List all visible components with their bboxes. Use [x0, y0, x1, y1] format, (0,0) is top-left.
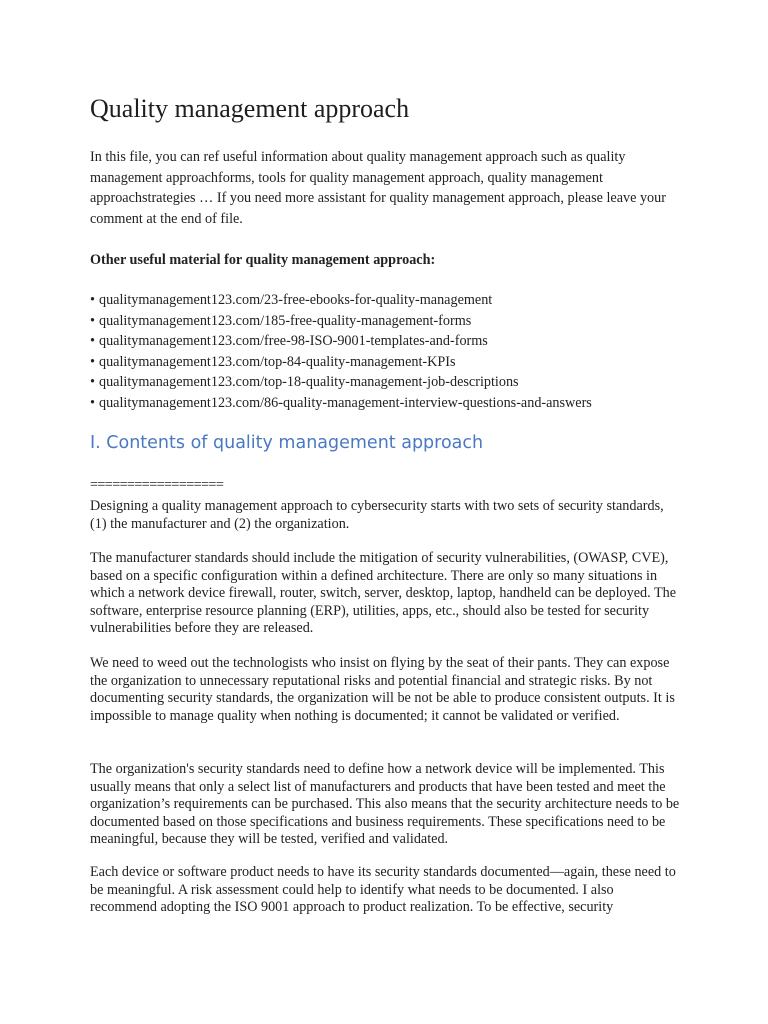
link-text: qualitymanagement123.com/top-18-quality-management-job-descriptions — [98, 374, 519, 391]
link-text: qualitymanagement123.com/86-quality-management-interview-questions-and-answers — [98, 394, 592, 411]
link-text: qualitymanagement123.com/185-free-quality-management-forms — [98, 312, 472, 329]
intro-paragraph: In this file, you can ref useful information about quality management approach such as quality management approachforms, tools for quality management approach, quality management approachstrategies … If you need more assistant for quality management approach, please leave your comment at the end of file. — [90, 149, 666, 227]
bullet-icon: • — [90, 333, 95, 350]
body-paragraph: The organization's security standards need to define how a network device will be implemented. This usually means that only a select list of manufacturers and products that have been tested and meet the organization’s requirements can be purchased. This also means that the security architecture needs to be documented based on those specifications and business requirements. These specifications need to be meaningful, because they will be tested, verified and validated. — [90, 761, 680, 848]
bullet-icon: • — [90, 292, 95, 308]
useful-links-list — [90, 290, 592, 414]
bullet-icon: • — [90, 374, 95, 391]
list-item — [90, 393, 592, 414]
section-heading: I. Contents of quality management approach — [90, 433, 484, 453]
link-text: qualitymanagement123.com/top-84-quality-management-KPIs — [98, 353, 456, 370]
useful-material-heading: Other useful material for quality management approach: — [90, 252, 436, 268]
body-paragraph: The manufacturer standards should include the mitigation of security vulnerabilities, (OWASP, CVE), based on a specific configuration within a defined architecture. There are only so many situations in which a network device firewall, router, switch, server, desktop, laptop, handheld can be deployed. The software, enterprise resource planning (ERP), utilities, apps, etc., should also be tested for security vulnerabilities before they are released. — [90, 550, 677, 637]
list-item — [90, 290, 592, 311]
list-item — [90, 352, 592, 373]
list-item — [90, 372, 592, 393]
body-paragraph: Designing a quality management approach to cybersecurity starts with two sets of security standards, (1) the manufacturer and (2) the organization. — [90, 498, 664, 532]
bullet-icon: • — [90, 312, 95, 329]
divider-line: ================== — [90, 477, 224, 493]
link-text: qualitymanagement123.com/free-98-ISO-9001-templates-and-forms — [98, 333, 488, 350]
body-paragraph: Each device or software product needs to have its security standards documented—again, these need to be meaningful. A risk assessment could help to identify what needs to be documented. I also recommend adopting the ISO 9001 approach to product realization. To be effective, security — [90, 864, 676, 916]
body-paragraph: We need to weed out the technologists who insist on flying by the seat of their pants. They can expose the organization to unnecessary reputational risks and potential financial and strategic risks. By not documenting security standards, the organization will be not be able to produce consistent outputs. It is impossible to manage quality when nothing is documented; it cannot be validated or verified. — [90, 655, 675, 724]
list-item — [90, 331, 592, 352]
bullet-icon: • — [90, 353, 95, 370]
page-title: Quality management approach — [90, 94, 410, 123]
bullet-icon: • — [90, 394, 95, 411]
list-item — [90, 311, 592, 332]
link-text: qualitymanagement123.com/23-free-ebooks-for-quality-management — [98, 292, 493, 308]
